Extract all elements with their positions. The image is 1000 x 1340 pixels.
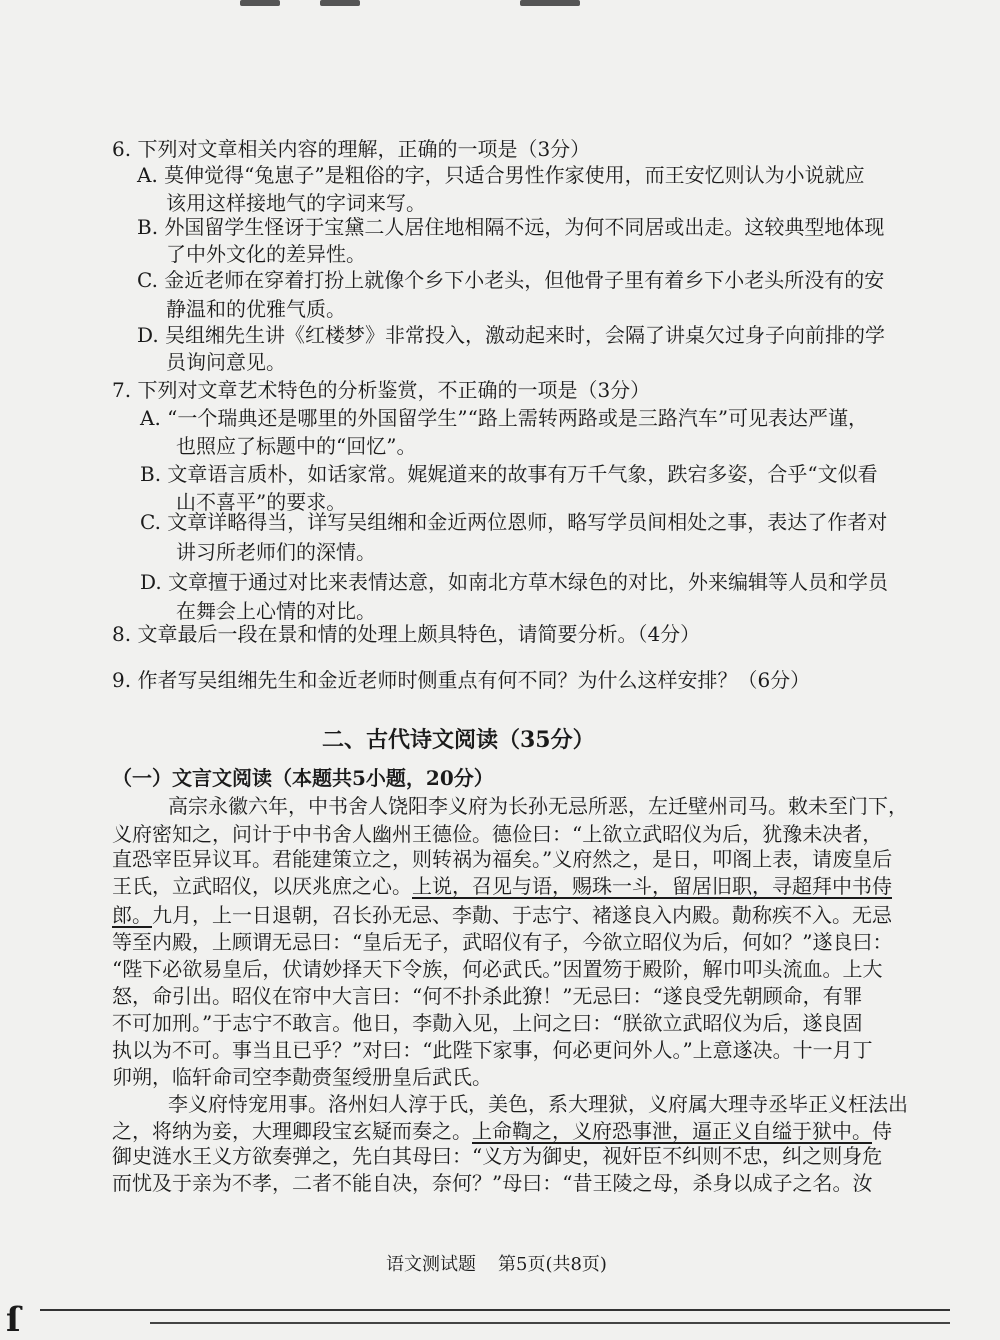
q7-option-b-cont: 山不喜平”的要求。: [176, 490, 347, 514]
passage-text: 王氏，立武昭仪，以厌兆庶之心。: [112, 874, 412, 898]
q9-stem: 9. 作者写吴组缃先生和金近老师时侧重点有何不同？为什么这样安排？（6分）: [112, 668, 811, 692]
q7-option-a-cont: 也照应了标题中的“回忆”。: [176, 434, 417, 458]
passage-text: 之，将纳为妾，大理卿段宝玄疑而奏之。: [112, 1119, 472, 1143]
passage-line: 而忧及于亲为不孝，二者不能自决，奈何？”母曰：“昔王陵之母，杀身以成子之名。汝: [112, 1171, 873, 1195]
bottom-scan-edge: [150, 1322, 950, 1324]
q6-option-a: A. 莫伸觉得“兔崽子”是粗俗的字，只适合男性作家使用，而王安忆则认为小说就应: [137, 163, 865, 187]
q7-option-b: B. 文章语言质朴，如话家常。娓娓道来的故事有万千气象，跌宕多姿，合乎“文似看: [140, 462, 878, 486]
passage-line: 不可加刑。”于志宁不敢言。他日，李勣入见，上问之曰：“朕欲立武昭仪为后，遂良固: [112, 1011, 863, 1035]
passage-line: [112, 873, 892, 899]
footer-page-number: 第5页(共8页): [498, 1254, 607, 1275]
passage-line: 卯朔，临轩命司空李勣赍玺绶册皇后武氏。: [112, 1065, 492, 1089]
q7-option-a: A. “一个瑞典还是哪里的外国留学生”“路上需转两路或是三路汽车”可见表达严谨，: [140, 406, 869, 430]
subsection-title: （一）文言文阅读（本题共5小题，20分）: [112, 766, 494, 790]
q6-option-a-cont: 该用这样接地气的字词来写。: [166, 191, 426, 215]
passage-line: 直恐宰臣异议耳。君能建策立之，则转祸为福矣。”义府然之，是日，叩阁上表，请废皇后: [112, 847, 893, 871]
passage-line: “陛下必欲易皇后，伏请妙择天下令族，何必武氏。”因置笏于殿阶，解巾叩头流血。上大: [112, 957, 883, 981]
passage-line: [112, 902, 892, 928]
passage-line: 御史涟水王义方欲奏弹之，先白其母曰：“义方为御史，视奸臣不纠则不忠，纠之则身危: [112, 1144, 883, 1168]
bottom-scan-edge: [40, 1309, 950, 1311]
passage-line: 等至内殿，上顾谓无忌曰：“皇后无子，武昭仪有子，今欲立昭仪为后，何如？”遂良曰：: [112, 930, 893, 954]
passage-line: 怒，命引出。昭仪在帘中大言曰：“何不扑杀此獠！”无忌曰：“遂良受先朝顾命，有罪: [112, 984, 863, 1008]
q7-option-d: D. 文章擅于通过对比来表情达意，如南北方草木绿色的对比，外来编辑等人员和学员: [140, 570, 889, 594]
q6-option-c: C. 金近老师在穿着打扮上就像个乡下小老头，但他骨子里有着乡下小老头所没有的安: [137, 268, 885, 292]
pen-mark-icon: ſ: [6, 1300, 21, 1340]
passage-text: 侍: [872, 1119, 892, 1143]
footer-subject: 语文测试题: [386, 1254, 476, 1275]
q8-stem: 8. 文章最后一段在景和情的处理上颇具特色，请简要分析。（4分）: [112, 622, 701, 646]
q6-option-b: B. 外国留学生怪讶于宝黛二人居住地相隔不远，为何不同居或出走。这较典型地体现: [137, 215, 885, 239]
passage-text: 九月，上一日退朝，召长孙无忌、李勣、于志宁、褚遂良入内殿。勣称疾不入。无忌: [152, 903, 892, 927]
underlined-sentence: 郎。: [112, 903, 152, 927]
q7-option-c: C. 文章详略得当，详写吴组缃和金近两位恩师，略写学员间相处之事，表达了作者对: [140, 510, 888, 534]
underlined-sentence: 上命鞫之，义府恐事泄，逼正义自缢于狱中。: [472, 1119, 872, 1143]
section-title: 二、古代诗文阅读（35分）: [322, 727, 595, 753]
passage-line: 李义府恃宠用事。洛州妇人淳于氏，美色，系大理狱，义府属大理寺丞毕正义枉法出: [168, 1092, 908, 1116]
q6-option-c-cont: 静温和的优雅气质。: [166, 297, 346, 321]
passage-line: 执以为不可。事当且已乎？”对曰：“此陛下家事，何必更问外人。”上意遂决。十一月丁: [112, 1038, 873, 1062]
passage-line: 义府密知之，问计于中书舍人幽州王德俭。德俭曰：“上欲立武昭仪为后，犹豫未决者，: [112, 822, 883, 846]
q6-option-b-cont: 了中外文化的差异性。: [166, 242, 366, 266]
passage-line: [112, 1118, 892, 1144]
top-edge-marks: [230, 0, 630, 10]
q6-option-d: D. 吴组缃先生讲《红楼梦》非常投入，激动起来时，会隔了讲桌欠过身子向前排的学: [137, 323, 886, 347]
q7-option-d-cont: 在舞会上心情的对比。: [176, 599, 376, 623]
passage-line: 高宗永徽六年，中书舍人饶阳李义府为长孙无忌所恶，左迁壁州司马。敕未至门下，: [168, 794, 908, 818]
q7-option-c-cont: 讲习所老师们的深情。: [176, 540, 376, 564]
q6-stem: 6. 下列对文章相关内容的理解，正确的一项是（3分）: [112, 137, 591, 161]
underlined-sentence: 上说，召见与语，赐珠一斗，留居旧职，寻超拜中书侍: [412, 874, 892, 898]
q7-stem: 7. 下列对文章艺术特色的分析鉴赏，不正确的一项是（3分）: [112, 378, 651, 402]
q6-option-d-cont: 员询问意见。: [166, 350, 286, 374]
